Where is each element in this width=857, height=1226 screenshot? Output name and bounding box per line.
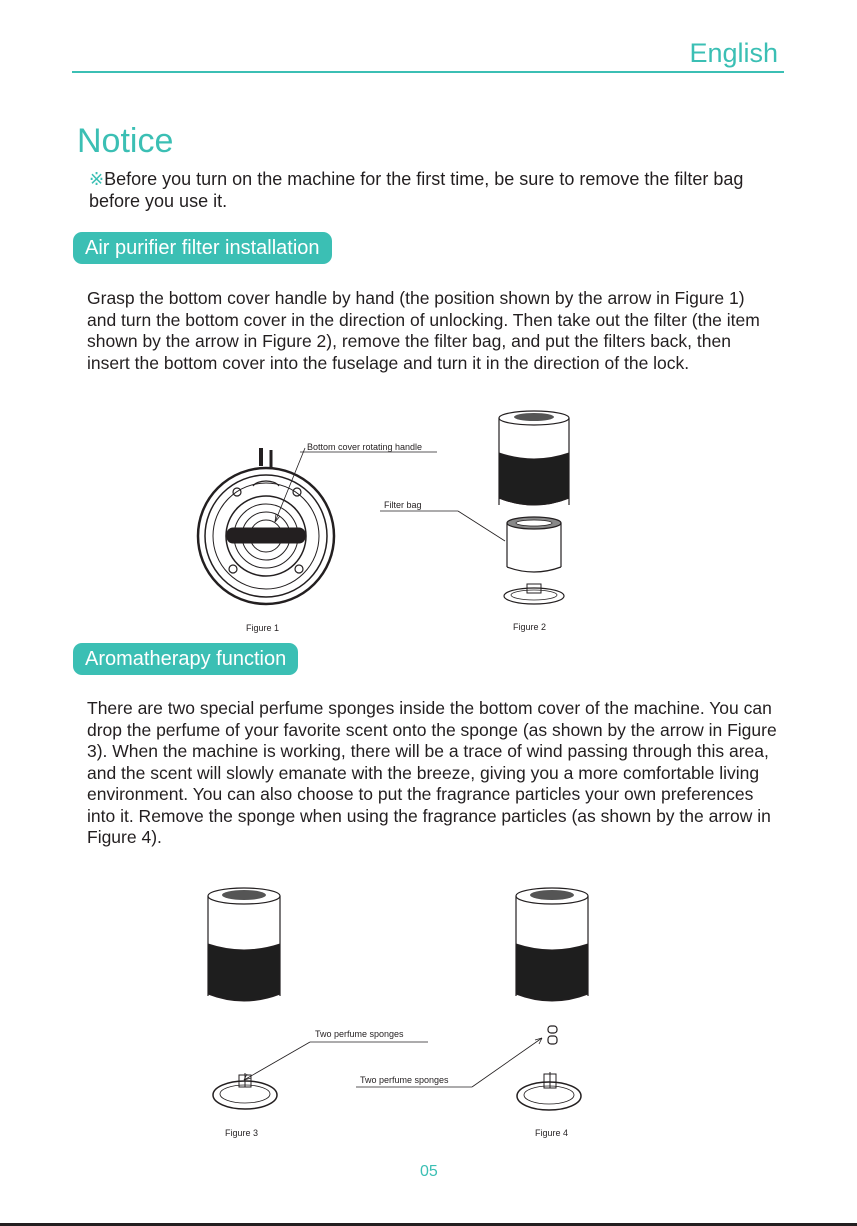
figure-2-caption: Figure 2 xyxy=(513,622,547,632)
figure-4-callout: Two perfume sponges xyxy=(360,1075,449,1085)
notice-body: Before you turn on the machine for the first time, be sure to remove the filter bag before you use it. xyxy=(89,169,744,211)
figure-1-callout: Bottom cover rotating handle xyxy=(307,442,423,452)
aroma-instructions: There are two special perfume sponges inside the bottom cover of the machine. You can drop the perfume of your favorite scent onto the sponge (as shown by the arrow in Figure 3). When the machine is working, there will be a trace of wind passing through this area, and the scent will slowly emanate with the breeze, giving you a more comfortable living environment. You can also choose to put the fragrance particles your own preferences into it. Remove the sponge when using the fragrance particles (as shown by the arrow in Figure 4). xyxy=(87,698,777,847)
figure-2-callout-line xyxy=(380,505,510,545)
notice-title: Notice xyxy=(77,122,174,160)
language-label: English xyxy=(689,38,778,68)
reference-mark: ※ xyxy=(89,169,105,189)
figure-3-purifier-illustration xyxy=(204,886,284,1011)
perfume-sponges-icon xyxy=(544,1024,562,1046)
figure-2-callout: Filter bag xyxy=(384,500,422,510)
figure-1-caption: Figure 1 xyxy=(246,623,280,633)
filter-section-heading: Air purifier filter installation xyxy=(73,232,332,264)
figure-1-bottom-cover-illustration xyxy=(195,448,340,618)
filter-instructions: Grasp the bottom cover handle by hand (the position shown by the arrow in Figure 1) and turn the bottom cover in the direction of unlocking. Then take out the filter (the item shown by the arrow in Figure 2), remove the filter bag, and put the filters back, then insert the bottom cover into the fuselage and turn it in the direction of the lock. xyxy=(87,288,760,373)
figure-4-caption: Figure 4 xyxy=(535,1128,569,1138)
page-number: 05 xyxy=(420,1163,438,1180)
aroma-section-heading: Aromatherapy function xyxy=(73,643,298,675)
header-divider xyxy=(72,71,784,73)
figure-3-callout: Two perfume sponges xyxy=(315,1029,404,1039)
figure-4-purifier-illustration xyxy=(512,886,592,1011)
notice-text xyxy=(89,168,789,212)
figure-3-caption: Figure 3 xyxy=(225,1128,259,1138)
